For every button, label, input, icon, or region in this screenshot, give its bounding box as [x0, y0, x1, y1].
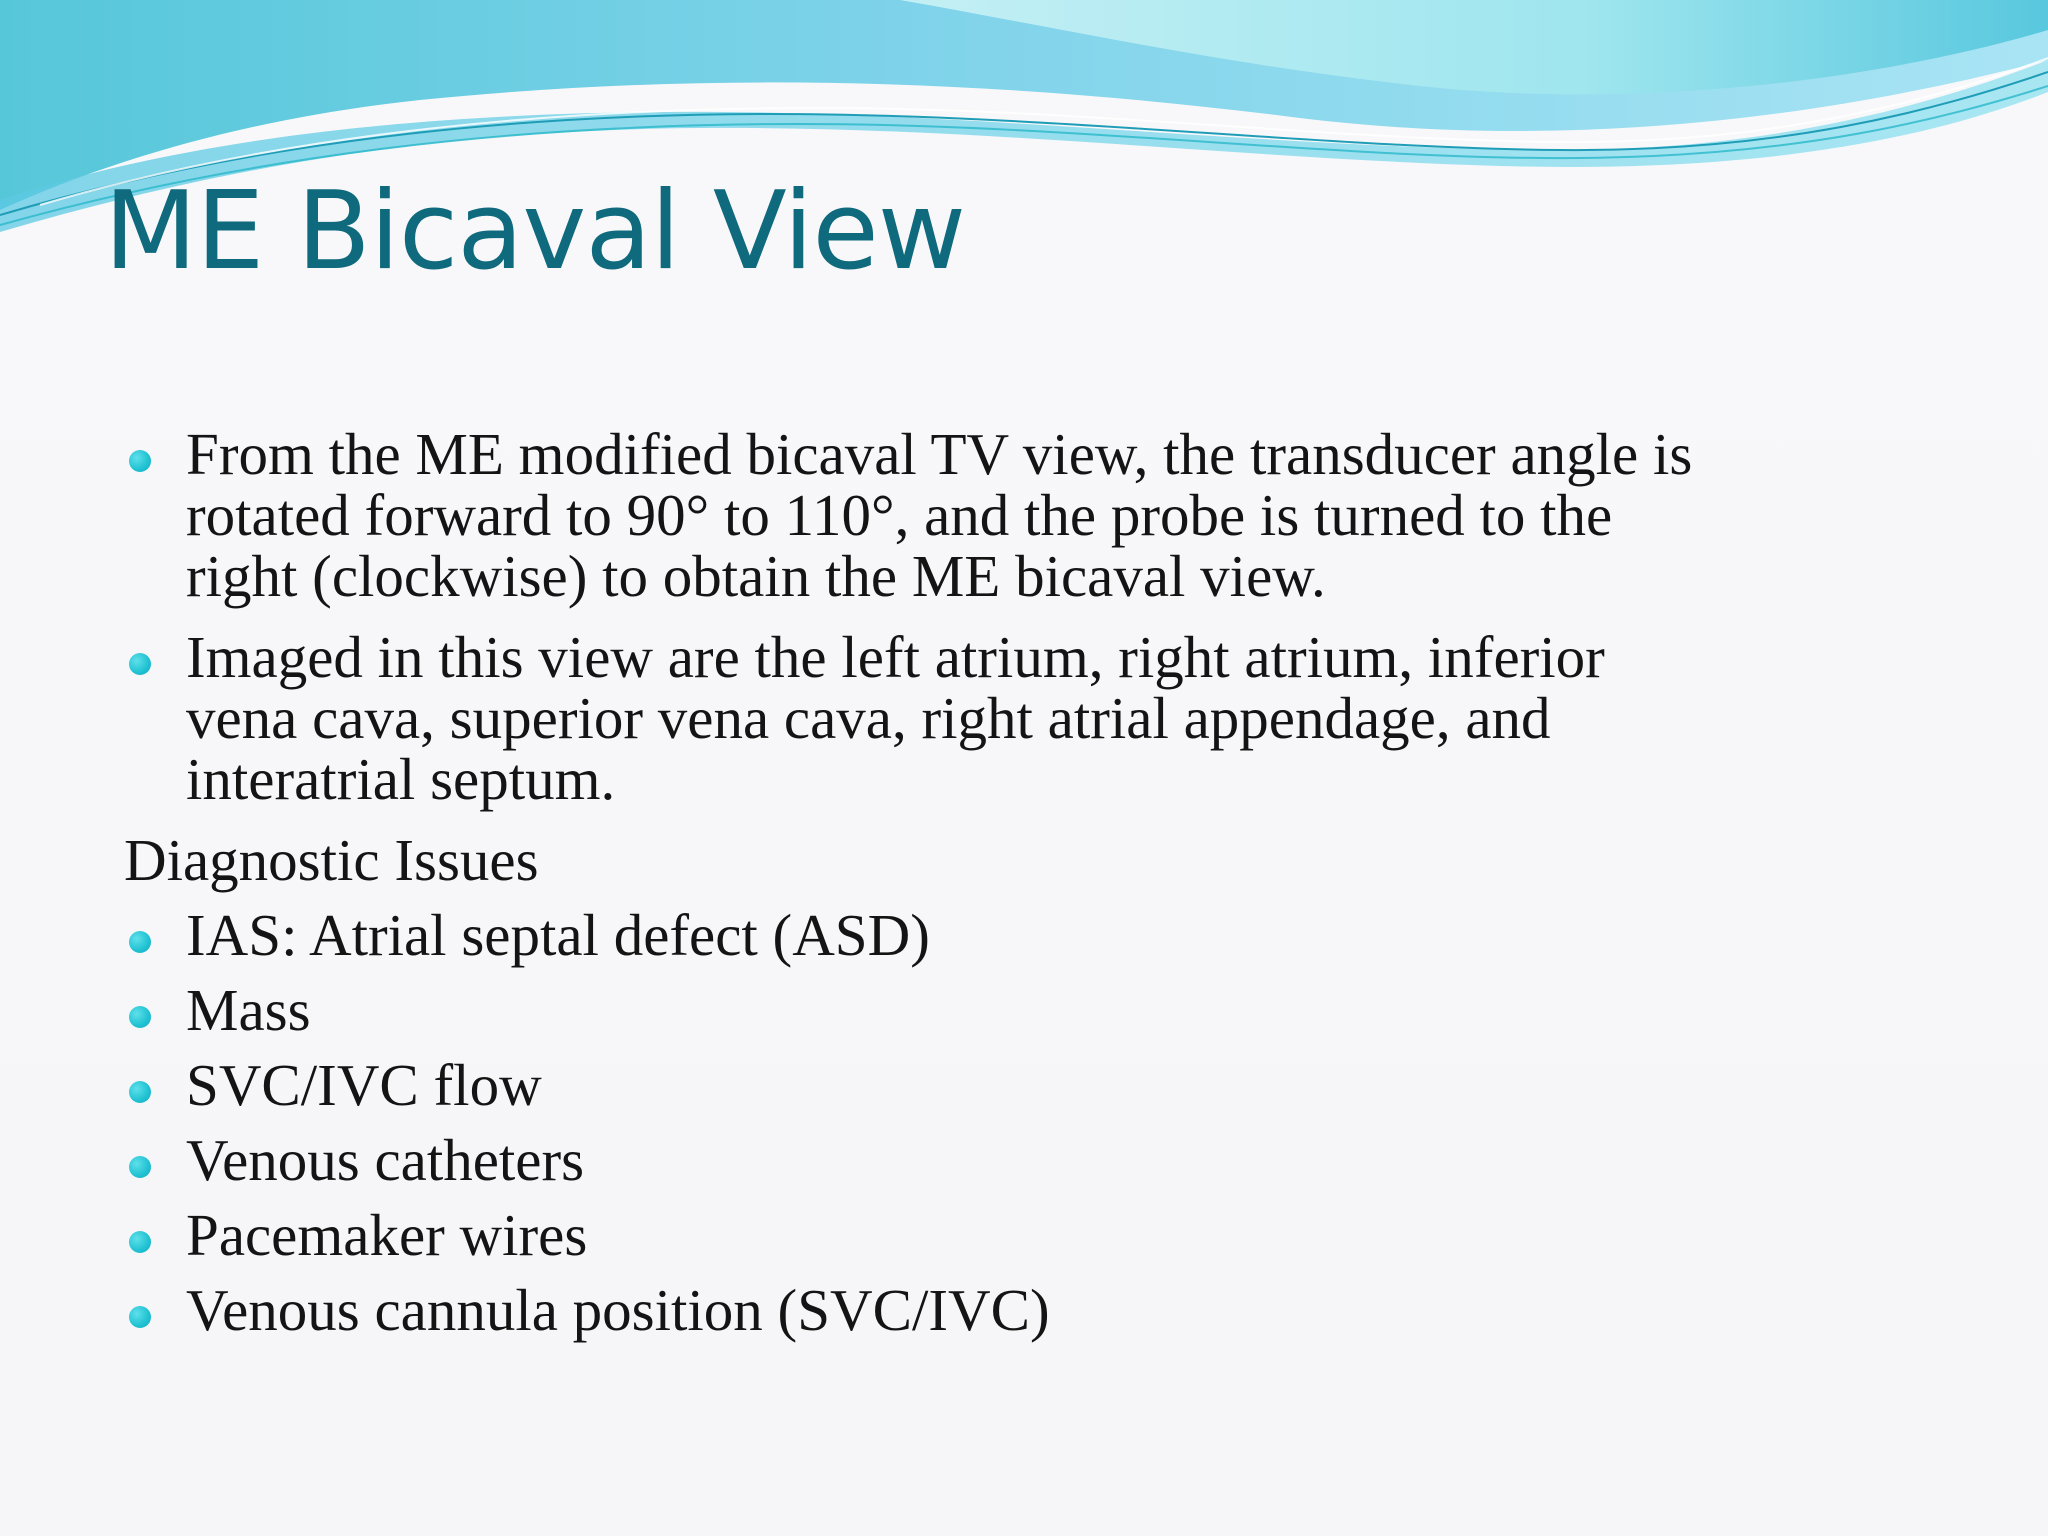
slide-title: ME Bicaval View	[104, 169, 966, 294]
bullet-paragraph	[124, 624, 1984, 812]
diagnostic-item	[124, 1202, 1984, 1268]
bullet-icon	[129, 1231, 151, 1253]
paragraph-line: Imaged in this view are the left atrium, right atrium, inferior	[186, 624, 1605, 690]
bullet-icon	[129, 1006, 151, 1028]
diagnostic-item-label: Venous catheters	[186, 1127, 585, 1193]
paragraph-line: interatrial septum.	[186, 746, 616, 812]
bullet-icon	[129, 1081, 151, 1103]
bullet-icon	[129, 931, 151, 953]
diagnostic-item	[124, 1277, 1984, 1343]
paragraph-line: vena cava, superior vena cava, right atrial appendage, and	[186, 685, 1551, 751]
bullet-icon	[129, 653, 151, 675]
paragraph-line: From the ME modified bicaval TV view, the transducer angle is	[186, 421, 1693, 487]
bullet-icon	[129, 1306, 151, 1328]
paragraph-line: right (clockwise) to obtain the ME bicaval view.	[186, 543, 1326, 609]
diagnostic-item-label: Venous cannula position (SVC/IVC)	[186, 1277, 1050, 1343]
diagnostic-item-label: Mass	[186, 977, 311, 1043]
diagnostic-item-label: SVC/IVC flow	[186, 1052, 542, 1118]
bullet-icon	[129, 450, 151, 472]
diagnostic-item-label: Pacemaker wires	[186, 1202, 588, 1268]
bullet-paragraph	[124, 421, 1984, 609]
diagnostic-item	[124, 1127, 1984, 1193]
paragraph-line: rotated forward to 90° to 110°, and the probe is turned to the	[186, 482, 1613, 548]
diagnostic-item	[124, 977, 1984, 1043]
diagnostic-item	[124, 902, 1984, 968]
slide-content	[124, 421, 1984, 1355]
bullet-icon	[129, 1156, 151, 1178]
diagnostic-item-label: IAS: Atrial septal defect (ASD)	[186, 902, 930, 968]
diagnostic-item	[124, 1052, 1984, 1118]
section-heading: Diagnostic Issues	[124, 827, 539, 893]
